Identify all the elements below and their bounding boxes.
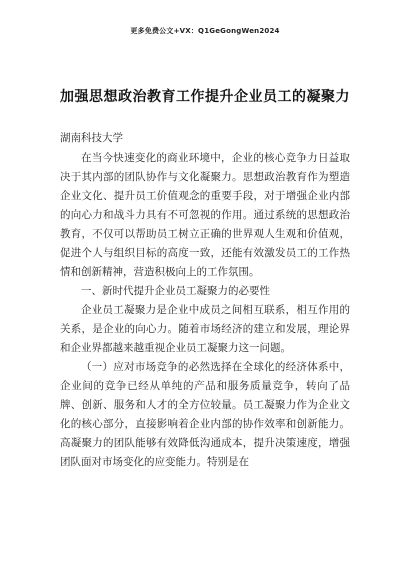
author-affiliation: 湖南科技大学	[60, 132, 123, 144]
paragraph-intro: 在当今快速变化的商业环境中，企业的核心竞争力日益取决于其内部的团队协作与文化凝聚力。思想政治教育作为塑造企业文化、提升员工价值观念的重要手段，对于增强企业内部的向心力和战斗力具有不可忽视的作用。通过系统的思想政治教育，不仅可以帮助员工树立正确的世界观人生观和价值观，促进个人与组织目标的高度一致，还能有效激发员工的工作热情和创新精神，营造积极向上的工作氛围。	[60, 152, 350, 278]
header-note: 更多免费公文+VX：Q1GeGongWen2024	[130, 27, 280, 35]
section-heading: 一、新时代提升企业员工凝聚力的必要性	[81, 285, 270, 297]
document-title: 加强思想政治教育工作提升企业员工的凝聚力	[60, 89, 350, 105]
document-body	[60, 149, 350, 472]
paragraph-cohesion: 企业员工凝聚力是企业中成员之间相互联系，相互作用的关系，是企业的向心力。随着市场经济的建立和发展，理论界和企业界都越来越重视企业员工凝聚力这一问题。	[60, 304, 350, 354]
paragraph-subsection-1: （一）应对市场竞争的必然选择在全球化的经济体系中，企业间的竞争已经从单纯的产品和服务质量竞争，转向了品牌、创新、服务和人才的全方位较量。员工凝聚力作为企业文化的核心部分，直接影响着企业内部的协作效率和创新能力。高凝聚力的团队能够有效降低沟通成本，提升决策速度，增强团队面对市场变化的应变能力。特别是在	[60, 361, 350, 468]
